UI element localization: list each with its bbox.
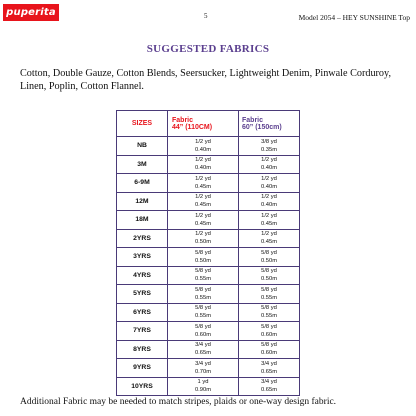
meters-value: 0.50m xyxy=(260,276,278,283)
fabric-60-cell xyxy=(239,303,300,322)
table-row xyxy=(117,192,300,211)
table-row xyxy=(117,137,300,156)
yardage-value: 5/8 yd xyxy=(195,249,211,256)
meters-value: 0.55m xyxy=(194,294,212,301)
table-row xyxy=(117,377,300,396)
meters-value: 0.60m xyxy=(260,331,278,338)
yardage-value: 5/8 yd xyxy=(195,323,211,330)
meters-value: 0.50m xyxy=(194,257,212,264)
footer-note: Additional Fabric may be needed to match stripes, plaids or one-way design fabric. xyxy=(20,397,337,407)
fabric-44-cell xyxy=(168,266,239,285)
fabric-44-cell xyxy=(168,285,239,304)
yardage-value: 5/8 yd xyxy=(261,323,277,330)
yardage-value: 1/2 yd xyxy=(261,231,277,238)
size-cell: 12M xyxy=(117,192,168,211)
meters-value: 0.65m xyxy=(260,368,278,375)
yardage-value: 3/4 yd xyxy=(195,360,211,367)
table-row xyxy=(117,248,300,267)
size-cell: 6YRS xyxy=(117,303,168,322)
yardage-value: 5/8 yd xyxy=(261,249,277,256)
fabric-list: Cotton, Double Gauze, Cotton Blends, Seersucker, Lightweight Denim, Pinwale Corduroy, Linen, Poplin, Cotton Flannel. xyxy=(20,68,391,92)
yardage-value: 5/8 yd xyxy=(261,286,277,293)
yardage-value: 1/2 yd xyxy=(195,157,211,164)
meters-value: 0.50m xyxy=(260,257,278,264)
fabric-44-cell xyxy=(168,192,239,211)
fabric-requirements-table xyxy=(116,110,300,396)
size-cell: NB xyxy=(117,137,168,156)
yardage-value: 5/8 yd xyxy=(195,286,211,293)
fabric-60-cell xyxy=(239,155,300,174)
meters-value: 0.60m xyxy=(260,350,278,357)
meters-value: 0.55m xyxy=(194,276,212,283)
meters-value: 0.45m xyxy=(260,220,278,227)
size-cell: 9YRS xyxy=(117,359,168,378)
fabric-60-header-line1: Fabric xyxy=(242,116,264,124)
yardage-value: 5/8 yd xyxy=(261,342,277,349)
size-cell: 18M xyxy=(117,211,168,230)
fabric-60-header xyxy=(239,111,300,137)
size-cell: 6-9M xyxy=(117,174,168,193)
size-cell: 7YRS xyxy=(117,322,168,341)
meters-value: 0.65m xyxy=(194,350,212,357)
fabric-60-cell xyxy=(239,211,300,230)
fabric-60-cell xyxy=(239,248,300,267)
fabric-60-cell xyxy=(239,137,300,156)
size-cell: 3M xyxy=(117,155,168,174)
meters-value: 0.55m xyxy=(260,313,278,320)
meters-value: 0.40m xyxy=(194,146,212,153)
yardage-value: 1/2 yd xyxy=(261,212,277,219)
yardage-value: 1/2 yd xyxy=(261,157,277,164)
yardage-value: 1/2 yd xyxy=(195,175,211,182)
yardage-value: 1/2 yd xyxy=(195,194,211,201)
yardage-value: 1/2 yd xyxy=(195,231,211,238)
table-row xyxy=(117,229,300,248)
table-header-row xyxy=(117,111,300,137)
yardage-value: 3/8 yd xyxy=(261,138,277,145)
meters-value: 0.45m xyxy=(194,220,212,227)
yardage-value: 3/4 yd xyxy=(261,379,277,386)
fabric-60-cell xyxy=(239,377,300,396)
meters-value: 0.40m xyxy=(194,165,212,172)
fabric-60-cell xyxy=(239,174,300,193)
fabric-60-cell xyxy=(239,359,300,378)
meters-value: 0.55m xyxy=(260,294,278,301)
meters-value: 0.45m xyxy=(260,239,278,246)
yardage-value: 1/2 yd xyxy=(195,138,211,145)
fabric-60-cell xyxy=(239,340,300,359)
fabric-44-cell xyxy=(168,137,239,156)
yardage-value: 1/2 yd xyxy=(261,194,277,201)
meters-value: 0.90m xyxy=(194,387,212,394)
brand-logo: puperita xyxy=(3,4,59,21)
meters-value: 0.55m xyxy=(194,313,212,320)
model-title: Model 2054 – HEY SUNSHINE Top xyxy=(298,13,410,22)
yardage-value: 3/4 yd xyxy=(195,342,211,349)
meters-value: 0.60m xyxy=(194,331,212,338)
meters-value: 0.40m xyxy=(260,202,278,209)
size-cell: 3YRS xyxy=(117,248,168,267)
table-row xyxy=(117,266,300,285)
fabric-44-header-line2: 44” (110CM) xyxy=(172,123,213,131)
yardage-value: 3/4 yd xyxy=(261,360,277,367)
yardage-value: 5/8 yd xyxy=(195,268,211,275)
sizes-header: SIZES xyxy=(117,111,168,137)
fabric-44-cell xyxy=(168,211,239,230)
fabric-60-cell xyxy=(239,229,300,248)
fabric-44-cell xyxy=(168,377,239,396)
size-cell: 10YRS xyxy=(117,377,168,396)
fabric-60-cell xyxy=(239,322,300,341)
fabric-44-header xyxy=(168,111,239,137)
fabric-44-cell xyxy=(168,340,239,359)
fabric-44-cell xyxy=(168,229,239,248)
table-body xyxy=(117,137,300,396)
table-row xyxy=(117,359,300,378)
fabric-44-cell xyxy=(168,155,239,174)
meters-value: 0.45m xyxy=(194,202,212,209)
fabric-44-cell xyxy=(168,248,239,267)
fabric-60-cell xyxy=(239,285,300,304)
table-row xyxy=(117,303,300,322)
meters-value: 0.50m xyxy=(194,239,212,246)
fabric-60-cell xyxy=(239,266,300,285)
yardage-value: 5/8 yd xyxy=(195,305,211,312)
yardage-value: 5/8 yd xyxy=(261,268,277,275)
yardage-value: 1/2 yd xyxy=(195,212,211,219)
size-cell: 4YRS xyxy=(117,266,168,285)
yardage-value: 5/8 yd xyxy=(261,305,277,312)
yardage-value: 1 yd xyxy=(197,379,209,386)
meters-value: 0.65m xyxy=(260,387,278,394)
size-cell: 8YRS xyxy=(117,340,168,359)
fabric-44-cell xyxy=(168,322,239,341)
fabric-44-cell xyxy=(168,174,239,193)
meters-value: 0.40m xyxy=(260,183,278,190)
meters-value: 0.70m xyxy=(194,368,212,375)
table-row xyxy=(117,211,300,230)
fabric-44-cell xyxy=(168,359,239,378)
size-cell: 5YRS xyxy=(117,285,168,304)
table-row xyxy=(117,174,300,193)
fabric-60-cell xyxy=(239,192,300,211)
table-row xyxy=(117,322,300,341)
fabric-60-header-line2: 60” (150cm) xyxy=(242,123,282,131)
yardage-value: 1/2 yd xyxy=(261,175,277,182)
section-title: SUGGESTED FABRICS xyxy=(146,43,270,55)
fabric-44-header-line1: Fabric xyxy=(172,116,194,124)
table-row xyxy=(117,340,300,359)
fabric-44-cell xyxy=(168,303,239,322)
size-cell: 2YRS xyxy=(117,229,168,248)
table-row xyxy=(117,155,300,174)
meters-value: 0.45m xyxy=(194,183,212,190)
meters-value: 0.40m xyxy=(260,165,278,172)
page-number: 5 xyxy=(204,12,208,20)
meters-value: 0.35m xyxy=(260,146,278,153)
table-row xyxy=(117,285,300,304)
